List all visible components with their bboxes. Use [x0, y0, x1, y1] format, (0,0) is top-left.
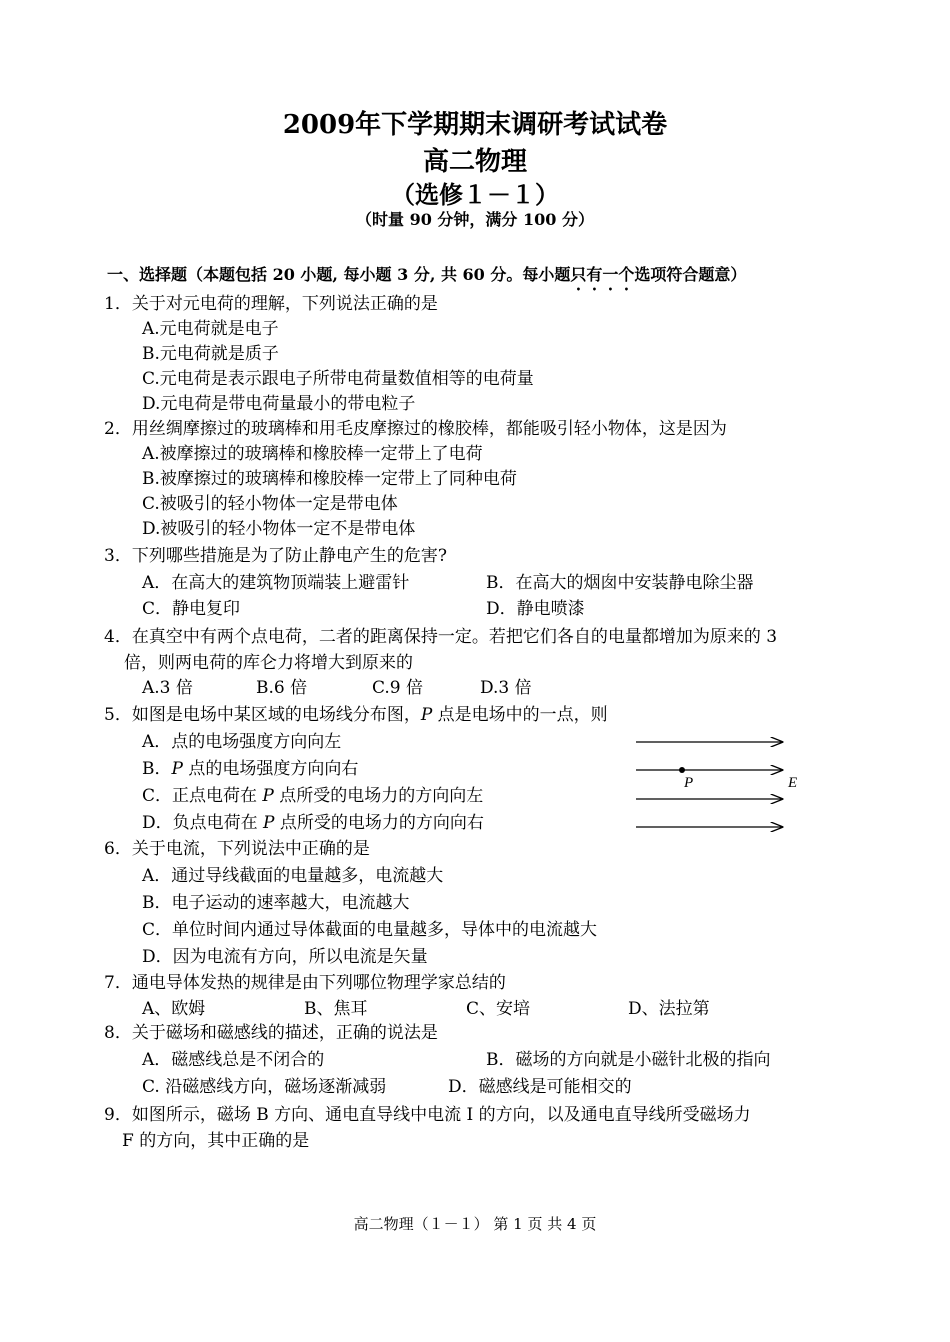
exam-info: （时量 90 分钟，满分 100 分） — [356, 210, 594, 229]
point-p-label: P — [684, 775, 694, 791]
q8-stem: 8．关于磁场和磁感线的描述，正确的说法是 — [104, 1023, 438, 1043]
q3-option-d: D．静电喷漆 — [486, 599, 585, 619]
q9-stem-line2: F 的方向，其中正确的是 — [122, 1131, 310, 1151]
q2-option-d: D.被吸引的轻小物体一定不是带电体 — [142, 519, 416, 539]
q5-stem-pre: 5．如图是电场中某区域的电场线分布图， — [104, 705, 421, 725]
q4-option-b: B.6 倍 — [256, 678, 308, 698]
q3-option-a: A．在高大的建筑物顶端装上避雷针 — [142, 573, 410, 593]
electric-field-figure — [630, 730, 810, 840]
q5-option-c-pre: C．正点电荷在 — [142, 786, 263, 806]
q6-option-a: A．通过导线截面的电量越多，电流越大 — [142, 866, 444, 886]
section-emphasis: 只有一个 — [570, 265, 635, 284]
q3-option-c: C．静电复印 — [142, 599, 241, 619]
q8-option-c: C. 沿磁感线方向，磁场逐渐减弱 — [142, 1077, 387, 1097]
q8-option-d: D．磁感线是可能相交的 — [448, 1077, 632, 1097]
q5-option-b-pre: B． — [142, 759, 172, 779]
section-tail: 选项符合题意） — [634, 265, 747, 284]
q5-option-d-point: P — [263, 813, 275, 833]
q4-option-d: D.3 倍 — [480, 678, 532, 698]
exam-module: （选修１－１） — [391, 180, 559, 209]
q5-option-b-point: P — [171, 759, 183, 779]
q4-option-c: C.9 倍 — [372, 678, 424, 698]
q8-option-b: B．磁场的方向就是小磁针北极的指向 — [486, 1050, 771, 1070]
q7-stem: 7．通电导体发热的规律是由下列哪位物理学家总结的 — [104, 973, 506, 993]
q5-option-d-pre: D．负点电荷在 — [142, 813, 264, 833]
point-p-marker — [679, 767, 685, 773]
page-footer: 高二物理（１－１） 第 1 页 共 4 页 — [353, 1215, 597, 1233]
q2-stem: 2．用丝绸摩擦过的玻璃棒和用毛皮摩擦过的橡胶棒，都能吸引轻小物体，这是因为 — [104, 419, 727, 439]
q1-option-d: D.元电荷是带电荷量最小的带电粒子 — [142, 394, 416, 414]
q1-stem: 1．关于对元电荷的理解，下列说法正确的是 — [104, 294, 438, 314]
q6-stem: 6．关于电流，下列说法中正确的是 — [104, 839, 370, 859]
q7-option-b: B、焦耳 — [304, 999, 368, 1019]
q2-option-b: B.被摩擦过的玻璃棒和橡胶棒一定带上了同种电荷 — [142, 469, 517, 489]
q5-option-c-point: P — [262, 786, 274, 806]
q5-stem-post: 点是电场中的一点，则 — [432, 705, 608, 725]
q7-option-d: D、法拉第 — [628, 999, 710, 1019]
q1-option-c: C.元电荷是表示跟电子所带电荷量数值相等的电荷量 — [142, 369, 534, 389]
q6-option-d: D．因为电流有方向，所以电流是矢量 — [142, 947, 428, 967]
q1-option-a: A.元电荷就是电子 — [142, 319, 279, 339]
q6-option-b: B．电子运动的速率越大，电流越大 — [142, 893, 410, 913]
q5-stem — [104, 704, 608, 726]
q5-option-b-post: 点的电场强度方向向右 — [182, 759, 359, 779]
q1-option-b: B.元电荷就是质子 — [142, 344, 279, 364]
q2-option-c: C.被吸引的轻小物体一定是带电体 — [142, 494, 398, 514]
q5-option-a: A．点的电场强度方向向左 — [142, 732, 342, 752]
q7-option-c: C、安培 — [466, 999, 531, 1019]
q8-option-a: A．磁感线总是不闭合的 — [142, 1050, 325, 1070]
q5-option-d — [142, 812, 484, 834]
q3-stem: 3．下列哪些措施是为了防止静电产生的危害? — [104, 546, 447, 566]
exam-title: 2009年下学期期末调研考试试卷 — [282, 110, 668, 140]
q5-option-c-post: 点所受的电场力的方向向左 — [273, 786, 484, 806]
q5-stem-point: P — [420, 705, 433, 725]
q4-option-a: A.3 倍 — [142, 678, 193, 698]
q3-option-b: B．在高大的烟囱中安装静电除尘器 — [486, 573, 754, 593]
q2-option-a: A.被摩擦过的玻璃棒和橡胶棒一定带上了电荷 — [142, 444, 483, 464]
q5-option-d-post: 点所受的电场力的方向向右 — [274, 813, 484, 833]
q5-option-b — [142, 758, 358, 780]
section-heading — [107, 262, 746, 294]
section-intro: 一、选择题（本题包括 20 小题, 每小题 3 分, 共 60 分。每小题 — [107, 265, 571, 284]
exam-subject: 高二物理 — [422, 147, 527, 177]
q6-option-c: C．单位时间内通过导体截面的电量越多，导体中的电流越大 — [142, 920, 598, 940]
q5-option-c — [142, 785, 483, 807]
q4-stem-line2: 倍，则两电荷的库仑力将增大到原来的 — [124, 653, 413, 673]
q4-stem-line1: 4．在真空中有两个点电荷，二者的距离保持一定。若把它们各自的电量都增加为原来的 3 — [104, 627, 778, 647]
field-e-label: E — [788, 775, 798, 791]
q7-option-a: A、欧姆 — [142, 999, 206, 1019]
q9-stem-line1: 9．如图所示，磁场 B 方向、通电直导线中电流 I 的方向，以及通电直导线所受磁场力 — [104, 1105, 751, 1125]
